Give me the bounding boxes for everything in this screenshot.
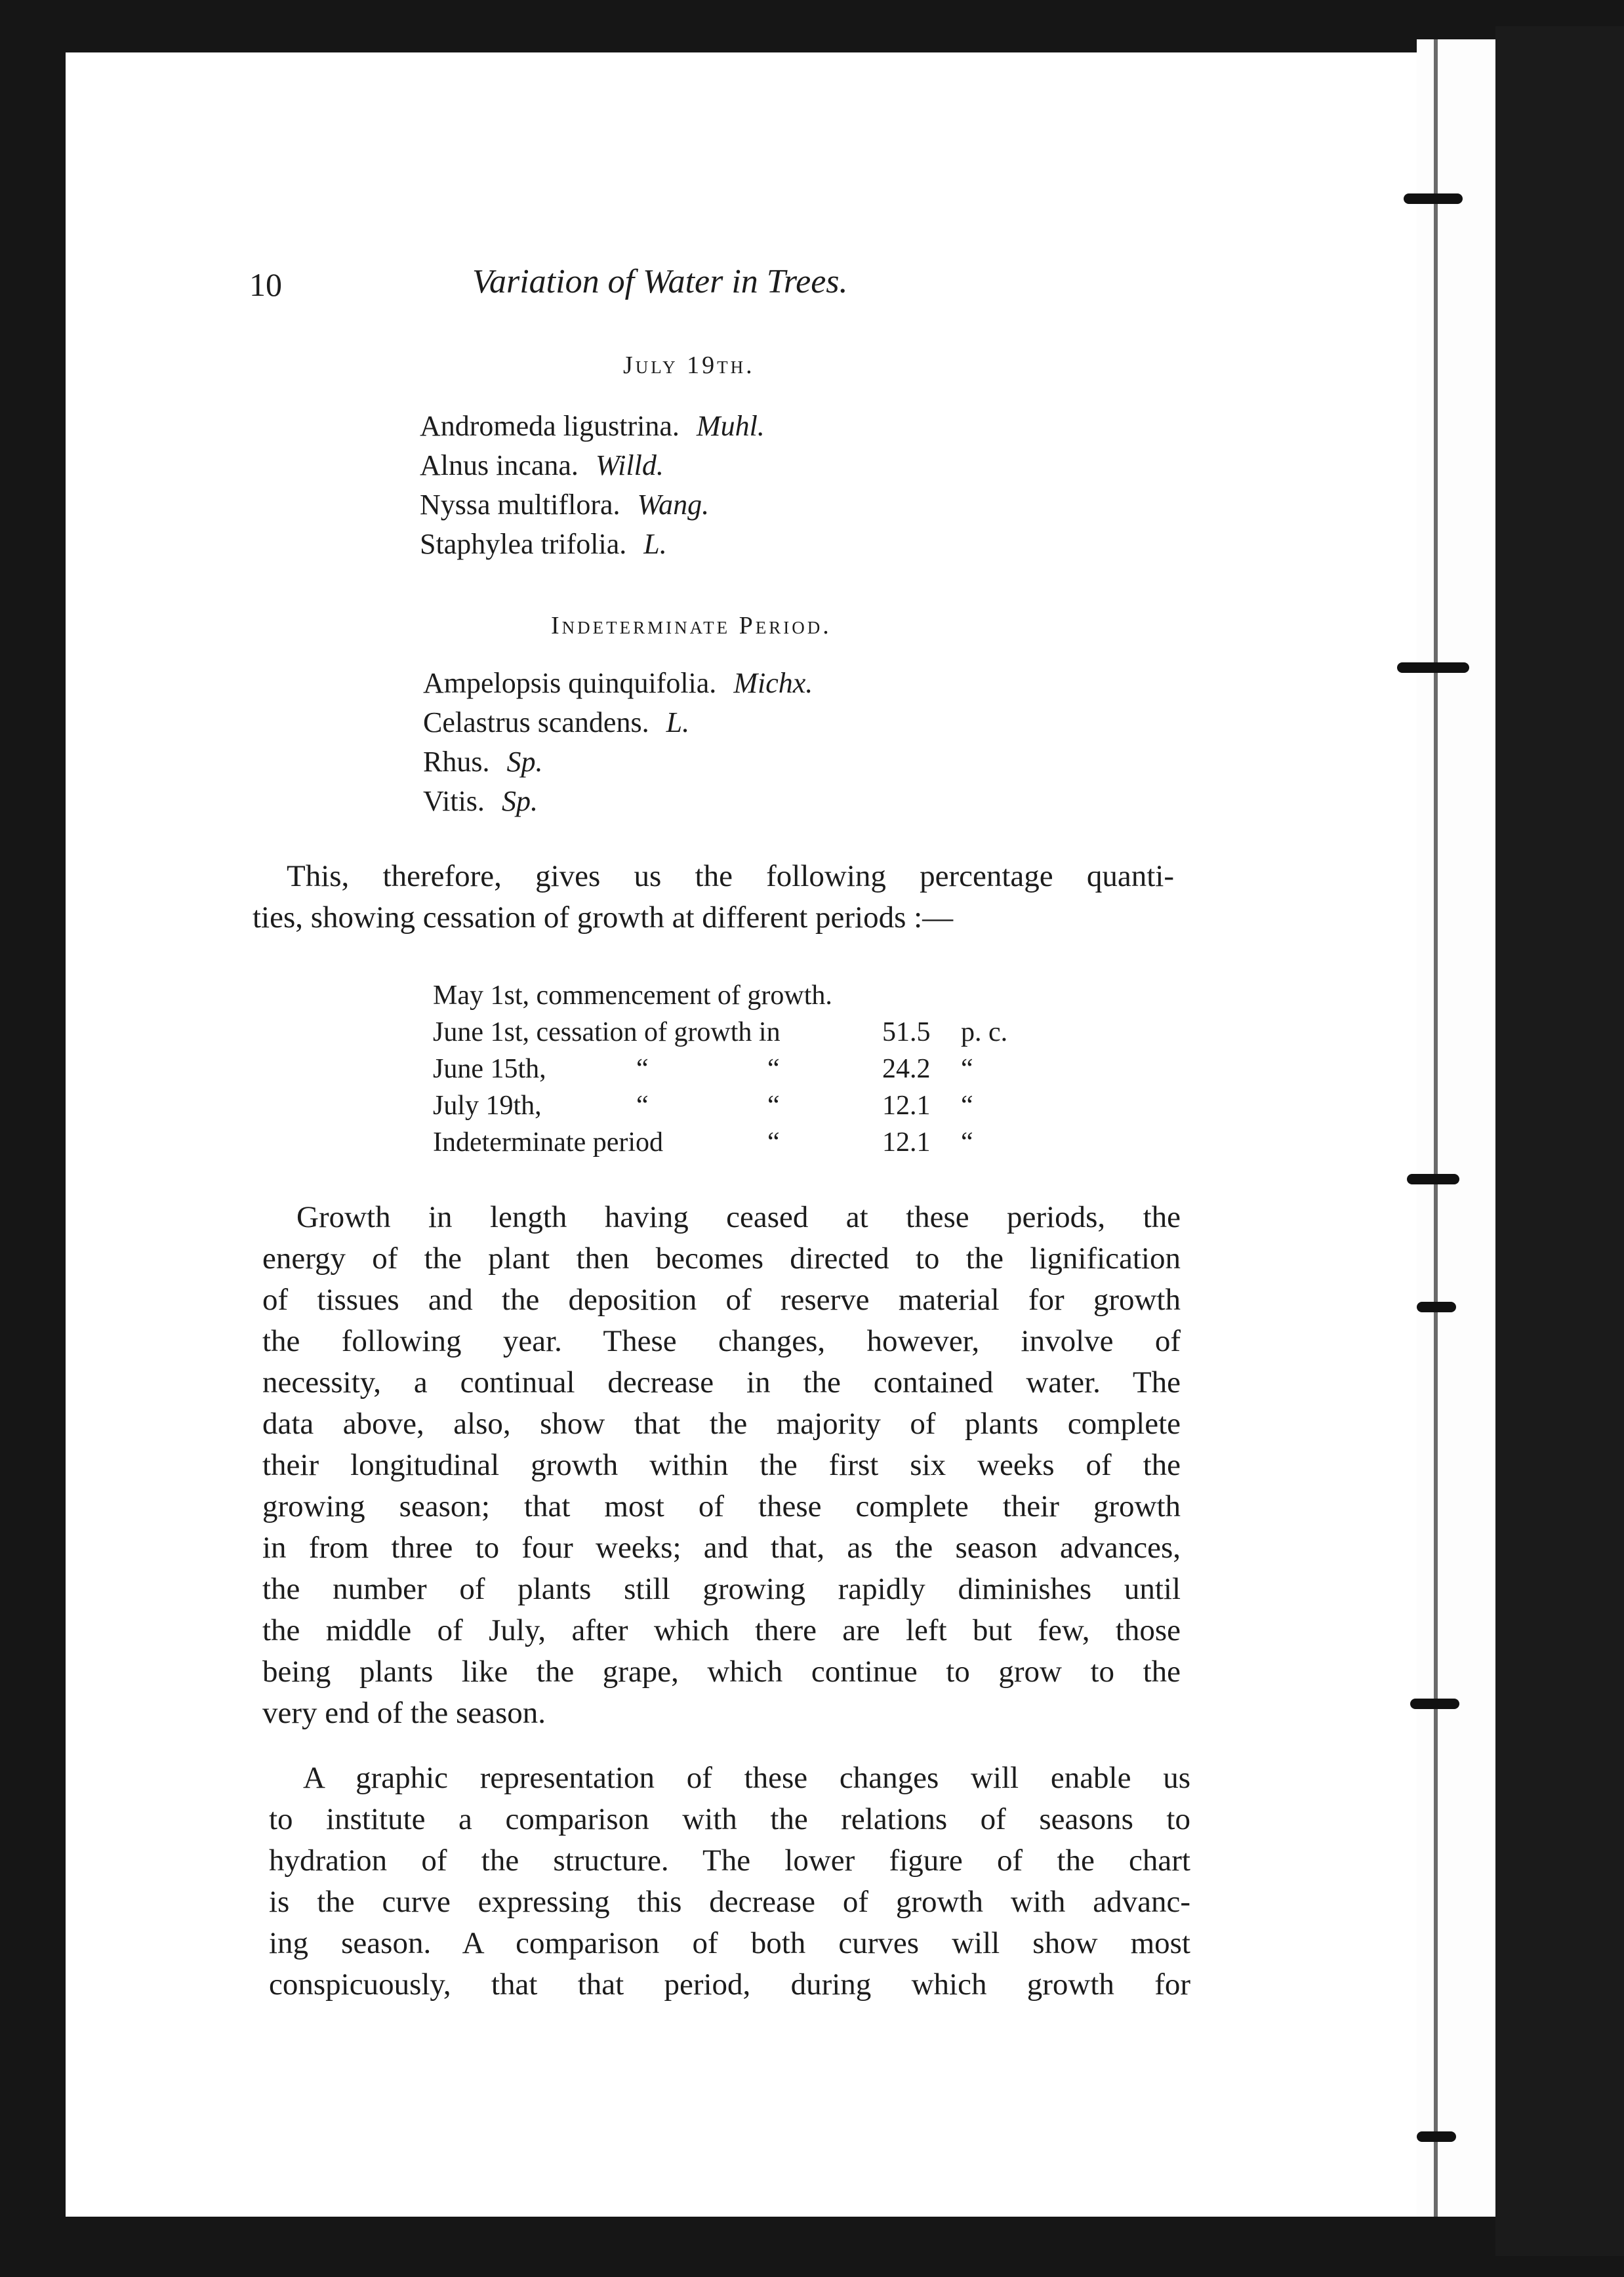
graphic-paragraph bbox=[269, 1758, 1190, 2005]
species-name: Vitis. bbox=[423, 785, 485, 817]
text-line: very end of the season. bbox=[262, 1696, 546, 1730]
text-line: A graphic representation of these changes will enable us bbox=[303, 1761, 1190, 1795]
binding-stitch bbox=[1397, 662, 1469, 673]
species-authority: Sp. bbox=[501, 785, 538, 817]
species-name: Alnus incana. bbox=[420, 449, 579, 481]
growth-paragraph bbox=[262, 1197, 1181, 1734]
table-cell-value: 12.1 bbox=[882, 1091, 931, 1121]
species-authority: L. bbox=[643, 528, 667, 560]
table-cell-value: 24.2 bbox=[882, 1054, 931, 1084]
species-authority: Wang. bbox=[637, 489, 710, 521]
binding-stitch bbox=[1410, 1699, 1459, 1709]
list-item bbox=[420, 446, 765, 485]
page-number: 10 bbox=[249, 266, 282, 303]
running-title: Variation of Water in Trees. bbox=[472, 263, 848, 300]
table-cell-value: 51.5 bbox=[882, 1017, 931, 1047]
ditto-mark: “ bbox=[961, 1091, 973, 1121]
list-item bbox=[420, 485, 765, 525]
species-list-july bbox=[420, 407, 765, 564]
binding-shadow bbox=[1495, 26, 1624, 2256]
list-item bbox=[423, 742, 813, 782]
text-line: growing season; that most of these complete their growth bbox=[262, 1489, 1181, 1523]
binding-stitch bbox=[1417, 2131, 1456, 2142]
text-line: This, therefore, gives us the following percentage quanti- bbox=[287, 859, 1174, 893]
text-line: Growth in length having ceased at these periods, the bbox=[296, 1200, 1181, 1234]
ditto-mark: “ bbox=[767, 1091, 780, 1121]
table-cell-label: May 1st, commencement of growth. bbox=[433, 980, 832, 1011]
list-item bbox=[420, 525, 765, 564]
species-authority: Sp. bbox=[506, 746, 543, 778]
species-authority: L. bbox=[666, 706, 690, 738]
binding-fold-line bbox=[1434, 39, 1438, 2217]
species-name: Celastrus scandens. bbox=[423, 706, 649, 738]
species-authority: Muhl. bbox=[696, 410, 765, 442]
binding-stitch bbox=[1407, 1174, 1459, 1184]
table-cell-unit: p. c. bbox=[961, 1017, 1008, 1047]
text-line: conspicuously, that that period, during which growth for bbox=[269, 1967, 1190, 2002]
intro-paragraph bbox=[253, 856, 1174, 938]
species-authority: Willd. bbox=[595, 449, 664, 481]
text-line: ties, showing cessation of growth at different periods :— bbox=[253, 900, 954, 935]
table-cell-label: June 15th, bbox=[433, 1054, 546, 1084]
table-cell-value: 12.1 bbox=[882, 1127, 931, 1158]
table-cell-label: Indeterminate period bbox=[433, 1127, 664, 1158]
species-list-indeterminate bbox=[423, 664, 813, 821]
table-cell-label: June 1st, cessation of growth in bbox=[433, 1017, 781, 1047]
page-gutter bbox=[1417, 39, 1495, 2217]
text-line: being plants like the grape, which continue to grow to the bbox=[262, 1655, 1181, 1689]
text-line: the following year. These changes, however, involve of bbox=[262, 1324, 1181, 1358]
text-line: of tissues and the deposition of reserve material for growth bbox=[262, 1283, 1181, 1317]
ditto-mark: “ bbox=[767, 1127, 780, 1158]
section-heading-indeterminate: Indeterminate Period. bbox=[551, 612, 832, 639]
list-item bbox=[420, 407, 765, 446]
list-item bbox=[423, 782, 813, 821]
species-name: Staphylea trifolia. bbox=[420, 528, 627, 560]
species-name: Andromeda ligustrina. bbox=[420, 410, 680, 442]
text-line: in from three to four weeks; and that, as the season advances, bbox=[262, 1531, 1181, 1565]
text-line: is the curve expressing this decrease of growth with advanc- bbox=[269, 1885, 1190, 1919]
text-line: their longitudinal growth within the first six weeks of the bbox=[262, 1448, 1181, 1482]
species-name: Nyssa multiflora. bbox=[420, 489, 620, 521]
text-line: the number of plants still growing rapidly diminishes until bbox=[262, 1572, 1181, 1606]
list-item bbox=[423, 703, 813, 742]
table-cell-label: July 19th, bbox=[433, 1091, 542, 1121]
ditto-mark: “ bbox=[636, 1054, 649, 1084]
ditto-mark: “ bbox=[961, 1054, 973, 1084]
binding-stitch bbox=[1404, 193, 1463, 204]
species-name: Ampelopsis quinquifolia. bbox=[423, 667, 717, 699]
species-authority: Michx. bbox=[733, 667, 813, 699]
text-line: energy of the plant then becomes directed to the lignification bbox=[262, 1241, 1181, 1276]
ditto-mark: “ bbox=[636, 1091, 649, 1121]
list-item bbox=[423, 664, 813, 703]
binding-stitch bbox=[1417, 1302, 1456, 1312]
text-line: necessity, a continual decrease in the contained water. The bbox=[262, 1365, 1181, 1400]
text-line: to institute a comparison with the relations of seasons to bbox=[269, 1802, 1190, 1836]
section-heading-july: July 19th. bbox=[623, 352, 755, 379]
species-name: Rhus. bbox=[423, 746, 490, 778]
text-line: hydration of the structure. The lower figure of the chart bbox=[269, 1844, 1190, 1878]
text-line: the middle of July, after which there are left but few, those bbox=[262, 1613, 1181, 1647]
ditto-mark: “ bbox=[961, 1127, 973, 1158]
ditto-mark: “ bbox=[767, 1054, 780, 1084]
text-line: ing season. A comparison of both curves will show most bbox=[269, 1926, 1190, 1960]
text-line: data above, also, show that the majority of plants complete bbox=[262, 1407, 1181, 1441]
